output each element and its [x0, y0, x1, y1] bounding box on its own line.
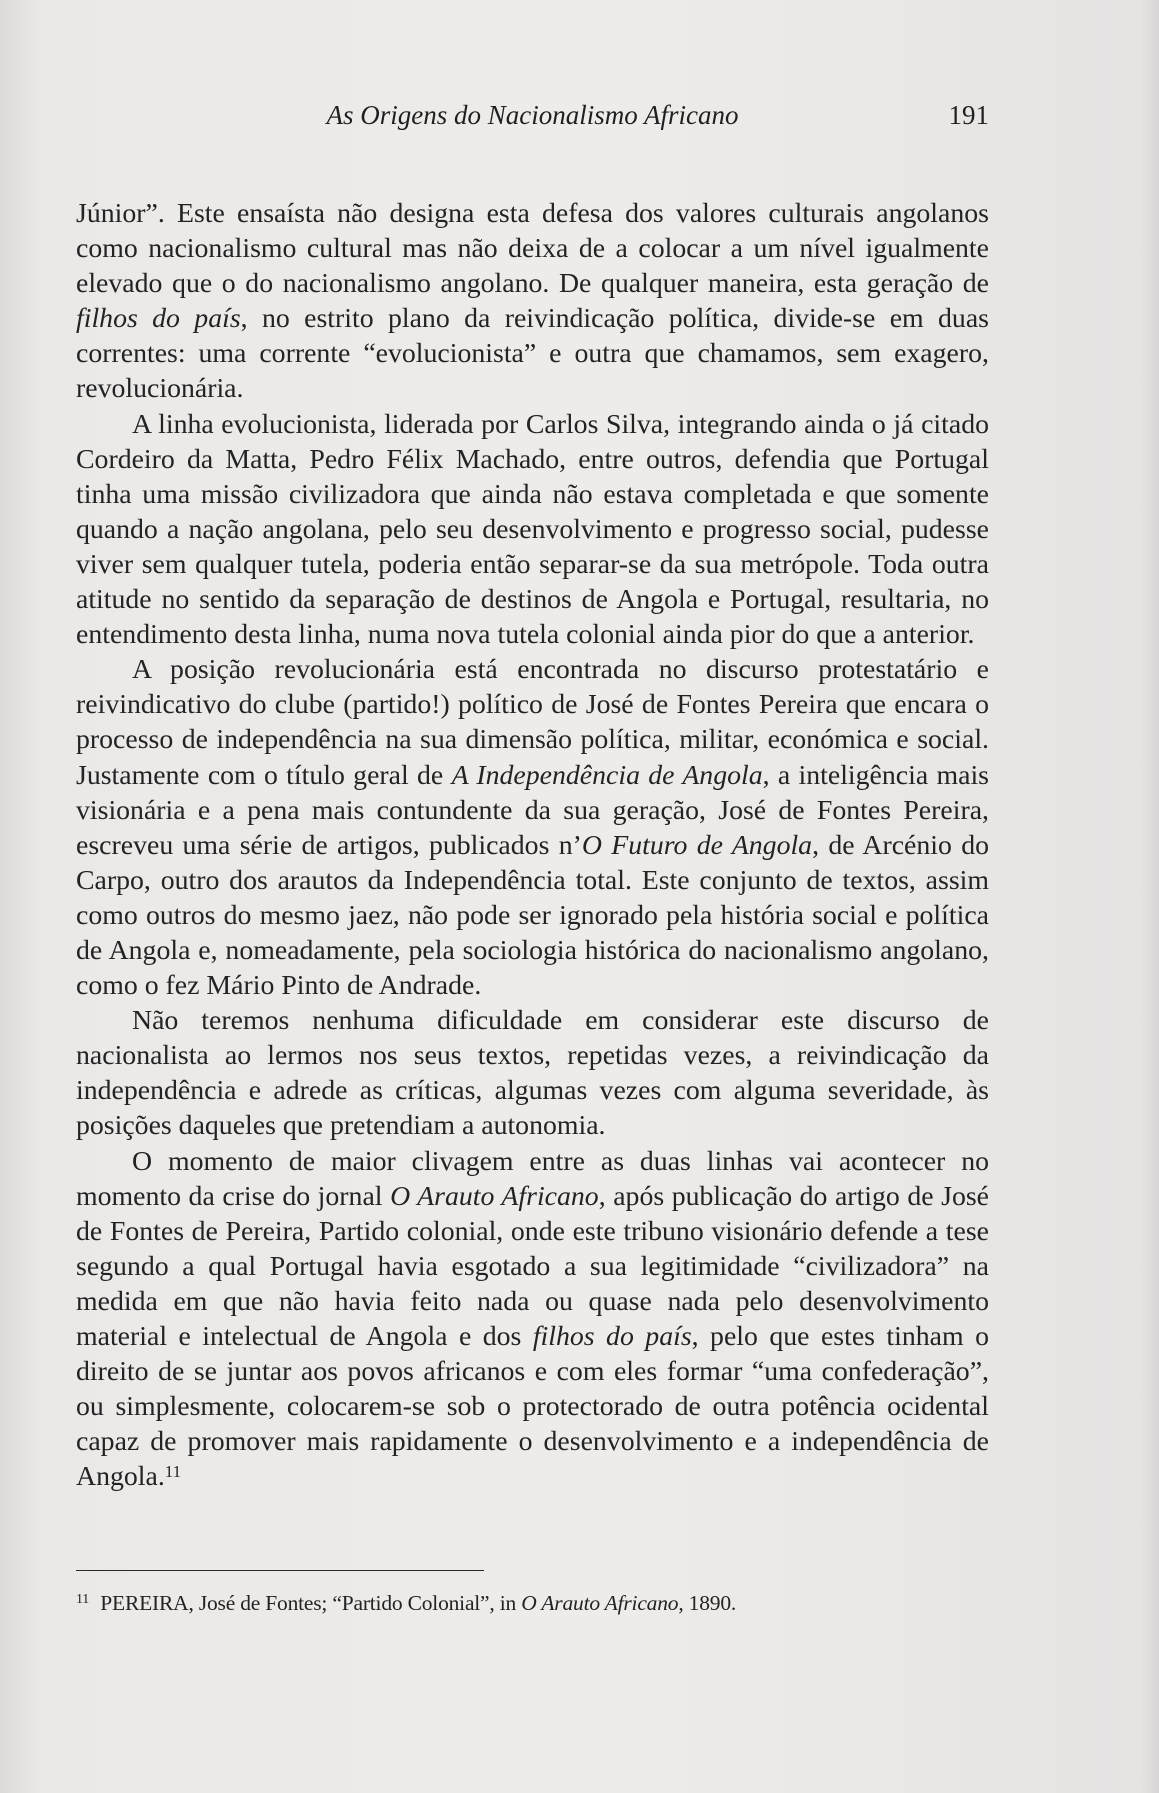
paragraph — [76, 196, 989, 407]
italic-text: A Independência de Angola — [451, 759, 763, 791]
italic-text: O Arauto Africano — [390, 1180, 599, 1212]
footnote-number: 11 — [76, 1592, 90, 1607]
running-head — [76, 98, 989, 138]
footnote-reference: 11 — [164, 1462, 182, 1482]
text-run: O momento de maior clivagem entre as duas linhas vai acontecer no momento da crise do jornal — [76, 1145, 989, 1212]
text-run: A linha evolucionista, liderada por Carlos Silva, integrando ainda o já citado Cordeiro da Matta, Pedro Félix Machado, entre outros, defendia que Portugal tinha uma missão civilizadora que ainda não estava completada e que somente quando a nação angolana, pelo seu desenvolvimento e progresso social, pudesse viver sem qualquer tutela, poderia então separar-se da sua metrópole. Toda outra atitude no sentido da separação de destinos de Angola e Portugal, resultaria, no entendimento desta linha, numa nova tutela colonial ainda pior do que a anterior. — [76, 408, 989, 651]
text-run: , pelo que estes tinham o direito de se juntar aos povos africanos e com eles formar “uma confederação”, ou simplesmente, colocarem-se sob o protectorado de outra potência ocidental capaz de promover mais rapidamente o desenvolvimento e a independência de Angola. — [76, 1321, 989, 1493]
page-number: 191 — [948, 100, 989, 130]
running-title: As Origens do Nacionalismo Africano — [326, 100, 739, 130]
text-run: A posição revolucionária está encontrada no discurso protestatário e reivindicativo do clube (partido!) político de José de Fontes Pereira que encara o processo de independência na sua dimensão política, militar, económica e social. Justamente com o título geral de — [76, 654, 989, 791]
text-run: PEREIRA, José de Fontes; “Partido Colonial”, in — [100, 1591, 522, 1615]
text-run: , após publicação do artigo de José de Fontes de Pereira, Partido colonial, onde este tribuno visionário defende a tese segundo a qual Portugal havia esgotado a sua legitimidade “civilizadora” na medida em que não havia feito nada ou quase nada pelo desenvolvimento material e intelectual de Angola e dos — [76, 1180, 990, 1352]
text-run: , a inteligência mais visionária e a pena mais contundente da sua geração, José de Fontes Pereira, escreveu uma série de artigos, publicados n’ — [76, 759, 989, 861]
paragraph — [76, 407, 989, 653]
paragraph — [76, 652, 989, 1003]
italic-text: O Futuro de Angola — [581, 829, 813, 861]
body-text — [76, 196, 989, 1494]
footnote — [76, 1570, 989, 1617]
italic-text: O Arauto Africano — [521, 1591, 679, 1615]
paragraph — [76, 1144, 989, 1495]
text-run: , de Arcénio do Carpo, outro dos arautos da Independência total. Este conjunto de textos, assim como outros do mesmo jaez, não pode ser ignorado pela história social e política de Angola e, nomeadamente, pela sociologia histórica do nacionalismo angolano, como o fez Mário Pinto de Andrade. — [76, 829, 990, 1002]
text-run: , 1890. — [678, 1591, 737, 1615]
text-run: Júnior”. Este ensaísta não designa esta defesa dos valores culturais angolanos como nacionalismo cultural mas não deixa de a colocar a um nível igualmente elevado que o do nacionalismo angolano. De qualquer maneira, esta geração de — [76, 198, 989, 300]
footnote-rule — [76, 1570, 484, 1571]
italic-text: filhos do país — [76, 303, 241, 335]
footnote-text — [76, 1589, 989, 1617]
text-run: , no estrito plano da reivindicação política, divide-se em duas correntes: uma corrente “evolucionista” e outra que chamamos, sem exagero, revolucionária. — [76, 303, 989, 405]
text-run: Não teremos nenhuma dificuldade em considerar este discurso de nacionalista ao lermos nos seus textos, repetidas vezes, a reivindicação da independência e adrede as críticas, algumas vezes com alguma severidade, às posições daqueles que pretendiam a autonomia. — [76, 1005, 989, 1142]
paragraph — [76, 1003, 989, 1143]
italic-text: filhos do país — [532, 1321, 692, 1352]
